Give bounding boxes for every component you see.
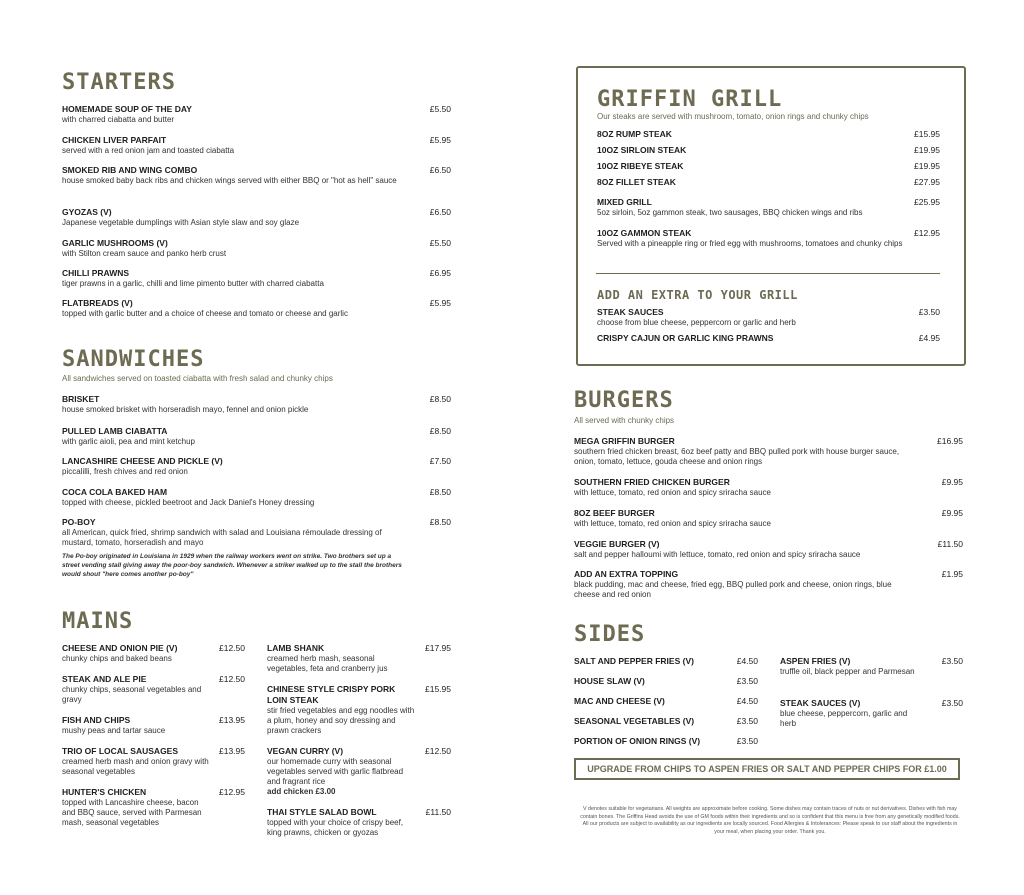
item-description: with garlic aioli, pea and mint ketchup xyxy=(62,437,195,446)
menu-item xyxy=(62,787,212,828)
item-price: £11.50 xyxy=(937,539,963,549)
item-price: £25.95 xyxy=(914,197,940,207)
menu-item xyxy=(62,238,402,259)
item-price: £5.50 xyxy=(429,104,451,114)
item-price: £13.95 xyxy=(219,715,245,725)
item-price: £6.50 xyxy=(429,207,451,217)
menu-item xyxy=(62,207,402,228)
item-price: £19.95 xyxy=(914,145,940,155)
item-name: 8OZ RUMP STEAK xyxy=(597,129,672,139)
menu-item xyxy=(597,333,907,344)
item-description: chunky chips and baked beans xyxy=(62,654,172,663)
item-name: MEGA GRIFFIN BURGER xyxy=(574,436,675,446)
item-price: £27.95 xyxy=(914,177,940,187)
item-name: STEAK AND ALE PIE xyxy=(62,674,147,684)
item-name: THAI STYLE SALAD BOWL xyxy=(267,807,377,817)
item-name: FLATBREADS (V) xyxy=(62,298,133,308)
menu-item xyxy=(574,569,904,600)
menu-item xyxy=(597,228,907,249)
item-name: BRISKET xyxy=(62,394,100,404)
item-description: house smoked brisket with horseradish mayo, fennel and onion pickle xyxy=(62,405,309,414)
item-description: topped with your choice of crispy beef, king prawns, chicken or gyozas xyxy=(267,818,404,837)
menu-item xyxy=(62,298,402,319)
item-description: Served with a pineapple ring or fried egg with mushrooms, tomatoes and chunky chips xyxy=(597,239,903,248)
sandwiches-title: SANDWICHES xyxy=(62,347,205,372)
grill-title: GRIFFIN GRILL xyxy=(597,87,783,112)
menu-item xyxy=(574,676,724,687)
menu-item xyxy=(267,746,417,797)
menu-item xyxy=(62,394,402,415)
menu-item xyxy=(597,161,907,172)
item-price: £12.50 xyxy=(425,746,451,756)
item-name: STEAK SAUCES xyxy=(597,307,664,317)
item-description: with charred ciabatta and butter xyxy=(62,115,175,124)
menu-item xyxy=(267,684,417,736)
item-name: SEASONAL VEGETABLES (V) xyxy=(574,716,695,726)
starters-title: STARTERS xyxy=(62,70,176,95)
item-price: £3.50 xyxy=(918,307,940,317)
item-description: served with a red onion jam and toasted ciabatta xyxy=(62,146,235,155)
item-price: £19.95 xyxy=(914,161,940,171)
item-description: mushy peas and tartar sauce xyxy=(62,726,166,735)
item-description: topped with Lancashire cheese, bacon and BBQ sauce, served with Parmesan mash, seasonal vegetables xyxy=(62,798,202,827)
mains-title: MAINS xyxy=(62,609,134,634)
item-name: SMOKED RIB AND WING COMBO xyxy=(62,165,198,175)
item-description: tiger prawns in a garlic, chilli and lime pimento butter with charred ciabatta xyxy=(62,279,324,288)
item-name: VEGAN CURRY (V) xyxy=(267,746,344,756)
item-name: SOUTHERN FRIED CHICKEN BURGER xyxy=(574,477,730,487)
item-price: £12.95 xyxy=(914,228,940,238)
menu-item xyxy=(62,643,212,664)
item-name: PORTION OF ONION RINGS (V) xyxy=(574,736,701,746)
item-price: £8.50 xyxy=(429,487,451,497)
menu-item xyxy=(62,268,402,289)
item-name: 10OZ GAMMON STEAK xyxy=(597,228,692,238)
menu-item xyxy=(597,145,907,156)
item-price: £7.50 xyxy=(429,456,451,466)
menu-item xyxy=(597,129,907,140)
item-price: £9.95 xyxy=(941,477,963,487)
item-price: £3.50 xyxy=(736,676,758,686)
item-name: TRIO OF LOCAL SAUSAGES xyxy=(62,746,179,756)
item-name: CRISPY CAJUN OR GARLIC KING PRAWNS xyxy=(597,333,774,343)
item-name: PULLED LAMB CIABATTA xyxy=(62,426,168,436)
item-name: FISH AND CHIPS xyxy=(62,715,131,725)
menu-item xyxy=(597,307,907,328)
item-name: LAMB SHANK xyxy=(267,643,325,653)
item-description: creamed herb mash and onion gravy with seasonal vegetables xyxy=(62,757,209,776)
item-name: LANCASHIRE CHEESE AND PICKLE (V) xyxy=(62,456,223,466)
po-boy-note: The Po-boy originated in Louisiana in 1929 when the railway workers went on strike. Two brothers set up a street vending stall giving away the poor-boy sandwich. Whenever a striker walked up to the stall the brothers would shout "here comes another po-boy" xyxy=(62,553,402,578)
item-description: black pudding, mac and cheese, fried egg, BBQ pulled pork and cheese, onion rings, blue cheese and red onion xyxy=(574,580,892,599)
item-price: £6.95 xyxy=(429,268,451,278)
menu-item xyxy=(267,807,417,838)
item-description: chunky chips, seasonal vegetables and gravy xyxy=(62,685,202,704)
item-name: 8OZ FILLET STEAK xyxy=(597,177,676,187)
item-name: 10OZ RIBEYE STEAK xyxy=(597,161,684,171)
menu-item xyxy=(62,104,402,125)
item-name: VEGGIE BURGER (V) xyxy=(574,539,660,549)
item-description: piccalilli, fresh chives and red onion xyxy=(62,467,188,476)
item-price: £8.50 xyxy=(429,394,451,404)
menu-item xyxy=(780,656,920,677)
item-name: MAC AND CHEESE (V) xyxy=(574,696,665,706)
item-description: topped with cheese, pickled beetroot and Jack Daniel's Honey dressing xyxy=(62,498,315,507)
item-price: £3.50 xyxy=(941,656,963,666)
item-price: £12.50 xyxy=(219,643,245,653)
item-price: £13.95 xyxy=(219,746,245,756)
menu-item xyxy=(597,177,907,188)
burgers-title: BURGERS xyxy=(574,388,674,413)
sandwiches-subtitle: All sandwiches served on toasted ciabatta with fresh salad and chunky chips xyxy=(62,374,333,383)
item-description: creamed herb mash, seasonal vegetables, feta and cranberry jus xyxy=(267,654,388,673)
menu-item xyxy=(62,165,402,186)
item-price: £15.95 xyxy=(425,684,451,694)
menu-item xyxy=(62,456,402,477)
item-name: 10OZ SIRLOIN STEAK xyxy=(597,145,687,155)
item-name: MIXED GRILL xyxy=(597,197,652,207)
menu-item xyxy=(62,426,402,447)
menu-item xyxy=(574,436,904,467)
item-description: topped with garlic butter and a choice of cheese and tomato or cheese and garlic xyxy=(62,309,348,318)
item-description: salt and pepper halloumi with lettuce, tomato, red onion and spicy sriracha sauce xyxy=(574,550,861,559)
item-description: stir fried vegetables and egg noodles with a plum, honey and soy dressing and prawn crackers xyxy=(267,706,415,735)
item-price: £9.95 xyxy=(941,508,963,518)
menu-item xyxy=(574,696,724,707)
menu-item xyxy=(574,656,724,667)
item-price: £4.50 xyxy=(736,656,758,666)
item-price: £5.95 xyxy=(429,135,451,145)
item-price: £5.95 xyxy=(429,298,451,308)
menu-item xyxy=(62,715,212,736)
item-name: 8OZ BEEF BURGER xyxy=(574,508,655,518)
item-name: CHILLI PRAWNS xyxy=(62,268,130,278)
item-description: Japanese vegetable dumplings with Asian style slaw and soy glaze xyxy=(62,218,300,227)
menu-item xyxy=(574,736,724,747)
item-price: £3.50 xyxy=(736,716,758,726)
item-price: £4.95 xyxy=(918,333,940,343)
item-price: £3.50 xyxy=(736,736,758,746)
menu-item xyxy=(780,698,920,729)
item-name: CHEESE AND ONION PIE (V) xyxy=(62,643,178,653)
footer-disclaimer: V denotes suitable for vegetarians. All weights are approximate before cooking. Some dishes may contain traces of nuts or nut derivatives. Dishes with fish may contain bones. The Griffins Head avoids the use of GM foods within their ingredients and so is confident that this menu is free from any genetically modified foods. All our products are subject to availability as our ingredients are locally sourced. Food Allergies & Intolerances: Please speak to our staff about the ingredients in your meal, when placing your order. Thank you. xyxy=(580,806,960,835)
menu-item xyxy=(574,539,904,560)
upgrade-banner: UPGRADE FROM CHIPS TO ASPEN FRIES OR SALT AND PEPPER CHIPS FOR £1.00 xyxy=(574,758,960,780)
menu-item xyxy=(62,135,402,156)
menu-item xyxy=(62,517,402,548)
item-description: all American, quick fried, shrimp sandwich with salad and Louisiana rémoulade dressing of mustard, tomato, horseradish and mayo xyxy=(62,528,382,547)
item-price: £16.95 xyxy=(937,436,963,446)
item-description: choose from blue cheese, peppercorn or garlic and herb xyxy=(597,318,796,327)
menu-item xyxy=(62,487,402,508)
item-price: £1.95 xyxy=(941,569,963,579)
item-name: HOUSE SLAW (V) xyxy=(574,676,645,686)
burgers-subtitle: All served with chunky chips xyxy=(574,416,675,425)
item-description: with lettuce, tomato, red onion and spicy sriracha sauce xyxy=(574,519,771,528)
menu-item xyxy=(62,674,212,705)
menu-item xyxy=(574,716,724,727)
item-price: £5.50 xyxy=(429,238,451,248)
item-name: ADD AN EXTRA TOPPING xyxy=(574,569,679,579)
item-name: SALT AND PEPPER FRIES (V) xyxy=(574,656,694,666)
item-price: £3.50 xyxy=(941,698,963,708)
item-name: CHICKEN LIVER PARFAIT xyxy=(62,135,167,145)
item-name: STEAK SAUCES (V) xyxy=(780,698,861,708)
sides-title: SIDES xyxy=(574,622,646,647)
menu-item xyxy=(267,643,417,674)
item-description: our homemade curry with seasonal vegetables served with garlic flatbread and fragrant rice xyxy=(267,757,404,786)
item-description: southern fried chicken breast, 6oz beef patty and BBQ pulled pork with house burger sauce, onion, tomato, lettuce, gouda cheese and onion rings xyxy=(574,447,900,466)
menu-item xyxy=(574,477,904,498)
item-name: ASPEN FRIES (V) xyxy=(780,656,851,666)
item-name: GYOZAS (V) xyxy=(62,207,112,217)
item-extra: add chicken £3.00 xyxy=(267,787,336,796)
item-price: £17.95 xyxy=(425,643,451,653)
item-name: HUNTER'S CHICKEN xyxy=(62,787,147,797)
menu-item xyxy=(62,746,212,777)
item-description: blue cheese, peppercorn, garlic and herb xyxy=(780,709,908,728)
grill-extras-title: ADD AN EXTRA TO YOUR GRILL xyxy=(597,288,798,302)
item-price: £8.50 xyxy=(429,517,451,527)
menu-item xyxy=(597,197,907,218)
item-description: truffle oil, black pepper and Parmesan xyxy=(780,667,915,676)
item-price: £15.95 xyxy=(914,129,940,139)
item-description: with Stilton cream sauce and panko herb crust xyxy=(62,249,227,258)
grill-divider xyxy=(596,273,940,274)
item-name: CHINESE STYLE CRISPY PORK LOIN STEAK xyxy=(267,684,396,705)
item-price: £4.50 xyxy=(736,696,758,706)
item-description: with lettuce, tomato, red onion and spicy sriracha sauce xyxy=(574,488,771,497)
item-price: £6.50 xyxy=(429,165,451,175)
item-price: £8.50 xyxy=(429,426,451,436)
menu-item xyxy=(574,508,904,529)
item-name: HOMEMADE SOUP OF THE DAY xyxy=(62,104,192,114)
item-price: £12.50 xyxy=(219,674,245,684)
grill-subtitle: Our steaks are served with mushroom, tomato, onion rings and chunky chips xyxy=(597,112,869,121)
item-description: house smoked baby back ribs and chicken wings served with either BBQ or "hot as hell" sauce xyxy=(62,176,397,185)
item-name: GARLIC MUSHROOMS (V) xyxy=(62,238,168,248)
item-name: PO-BOY xyxy=(62,517,96,527)
item-price: £12.95 xyxy=(219,787,245,797)
item-name: COCA COLA BAKED HAM xyxy=(62,487,168,497)
item-description: 5oz sirloin, 5oz gammon steak, two sausages, BBQ chicken wings and ribs xyxy=(597,208,863,217)
item-price: £11.50 xyxy=(425,807,451,817)
